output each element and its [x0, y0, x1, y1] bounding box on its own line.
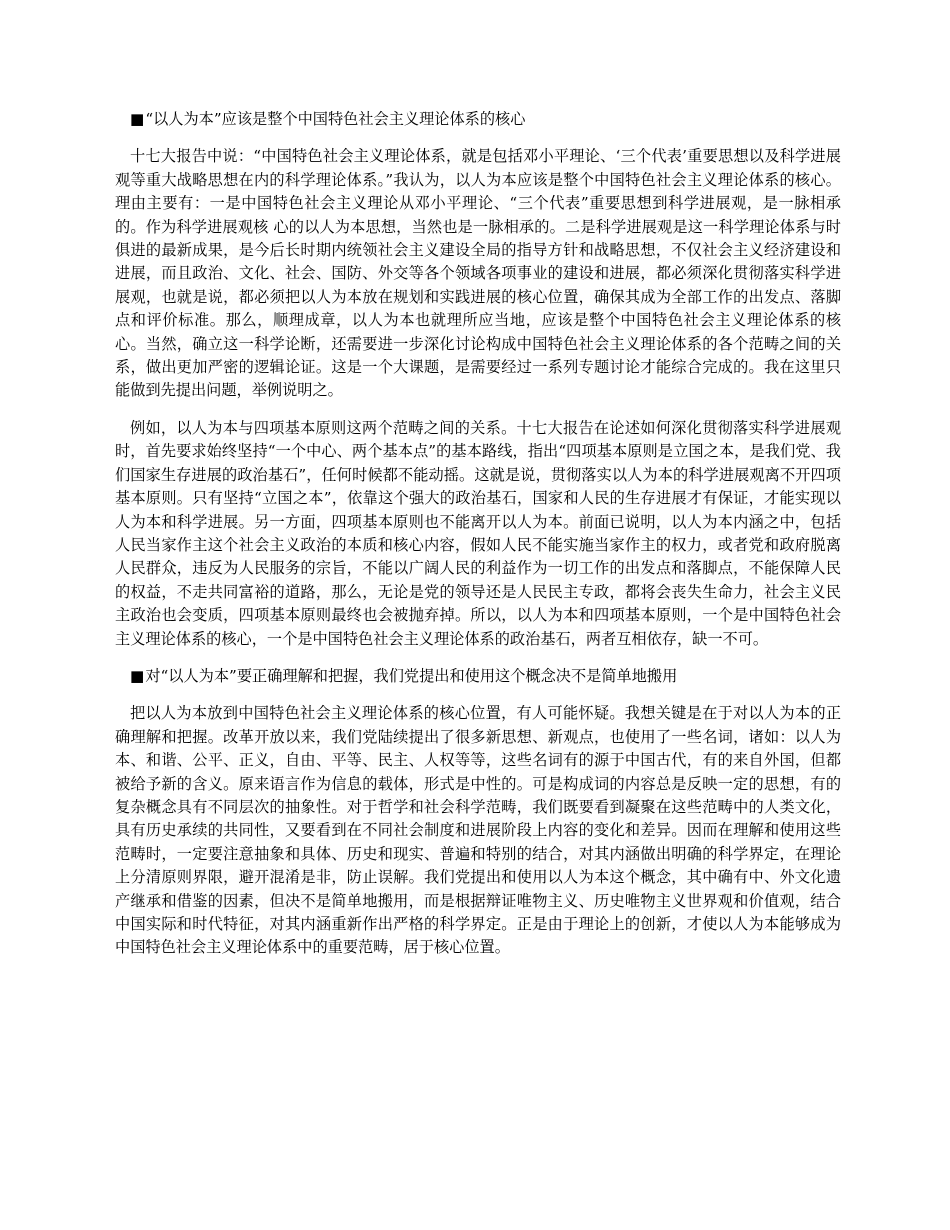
square-bullet-icon: ■: [130, 110, 145, 128]
section-heading-text: 对“以人为本”要正确理解和把握，我们党提出和使用这个概念决不是简单地搬用: [145, 666, 678, 685]
paragraph: 十七大报告中说：“中国特色社会主义理论体系，就是包括邓小平理论、‘三个代表’重要思想以及科学进展观等重大战略思想在内的科学理论体系。”我认为，以人为本应该是整个中国特色社会主义理论体系的核心。理由主要有：一是中国特色社会主义理论从邓小平理论、“三个代表”重要思想到科学进展观，是一脉相承的。作为科学进展观核 心的以人为本思想，当然也是一脉相承的。二是科学进展观是这一科学理论体系与时俱进的最新成果，是今后长时期内统领社会主义建设全局的指导方针和战略思想，不仅社会主义经济建设和进展，而且政治、文化、社会、国防、外交等各个领域各项事业的建设和进展，都必须深化贯彻落实科学进展观，也就是说，都必须把以人为本放在规划和实践进展的核心位置，确保其成为全部工作的出发点、落脚点和评价标准。那么，顺理成章，以人为本也就理所应当地，应该是整个中国特色社会主义理论体系的核心。当然，确立这一科学论断，还需要进一步深化讨论构成中国特色社会主义理论体系的各个范畴之间的关系，做出更加严密的逻辑论证。这是一个大课题，是需要经过一系列专题讨论才能综合完成的。我在这里只能做到先提出问题，举例说明之。: [115, 147, 841, 400]
section-heading: [115, 108, 841, 131]
document-body: [115, 108, 841, 974]
paragraph: 例如，以人为本与四项基本原则这两个范畴之间的关系。十七大报告在论述如何深化贯彻落实科学进展观时，首先要求始终坚持“一个中心、两个基本点”的基本路线，指出“四项基本原则是立国之本，是我们党、我们国家生存进展的政治基石”，任何时候都不能动摇。这就是说，贯彻落实以人为本的科学进展观离不开四项基本原则。只有坚持“立国之本”，依靠这个强大的政治基石，国家和人民的生存进展才有保证，才能实现以人为本和科学进展。另一方面，四项基本原则也不能离开以人为本。前面已说明，以人为本内涵之中，包括人民当家作主这个社会主义政治的本质和核心内容，假如人民不能实施当家作主的权力，或者党和政府脱离人民群众，违反为人民服务的宗旨，不能以广阔人民的利益作为一切工作的出发点和落脚点，不能保障人民的权益，不走共同富裕的道路，那么，无论是党的领导还是人民民主专政，都将会丧失生命力，社会主义民主政治也会变质，四项基本原则最终也会被抛弃掉。所以，以人为本和四项基本原则，一个是中国特色社会主义理论体系的核心，一个是中国特色社会主义理论体系的政治基石，两者互相依存，缺一不可。: [115, 418, 841, 648]
section-heading: [115, 665, 841, 688]
square-bullet-icon: ■: [130, 666, 145, 685]
section-heading-text: “以人为本”应该是整个中国特色社会主义理论体系的核心: [145, 110, 526, 128]
paragraph: 把以人为本放到中国特色社会主义理论体系的核心位置，有人可能怀疑。我想关键是在于对以人为本的正确理解和把握。改革开放以来，我们党陆续提出了很多新思想、新观点，也使用了一些名词，诸如：以人为本、和谐、公平、正义，自由、平等、民主、人权等等，这些名词有的源于中国古代，有的来自外国，但都被给予新的含义。原来语言作为信息的载体，形式是中性的。可是构成词的内容总是反映一定的思想，有的复杂概念具有不同层次的抽象性。对于哲学和社会科学范畴，我们既要看到凝聚在这些范畴中的人类文化，具有历史承续的共同性，又要看到在不同社会制度和进展阶段上内容的变化和差异。因而在理解和使用这些范畴时，一定要注意抽象和具体、历史和现实、普遍和特别的结合，对其内涵做出明确的科学界定，在理论上分清原则界限，避开混淆是非，防止误解。我们党提出和使用以人为本这个概念，其中确有中、外文化遗产继承和借鉴的因素，但决不是简单地搬用，而是根据辩证唯物主义、历史唯物主义世界观和价值观，结合中国实际和时代特征，对其内涵重新作出严格的科学界定。正是由于理论上的创新，才使以人为本能够成为中国特色社会主义理论体系中的重要范畴，居于核心位置。: [115, 704, 841, 957]
